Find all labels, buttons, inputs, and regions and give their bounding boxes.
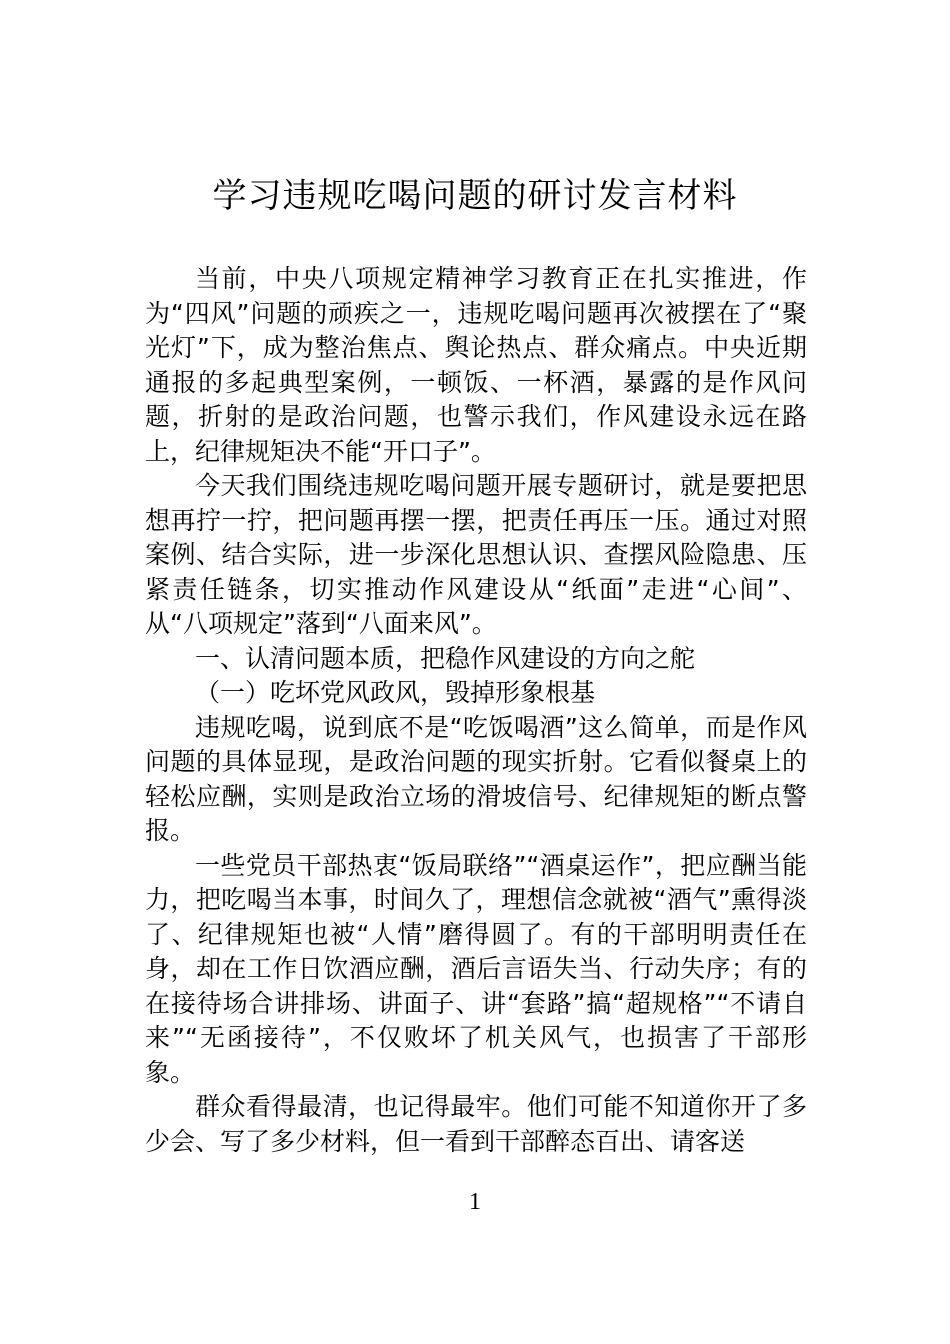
paragraph-essence: 违规吃喝，说到底不是“吃饭喝酒”这么简单，而是作风问题的具体显现，是政治问题的现实折射。它看似餐桌上的轻松应酬，实则是政治立场的滑坡信号、纪律规矩的断点警报。 [145,712,807,845]
section-heading-1: 一、认清问题本质，把稳作风建设的方向之舵 [195,643,696,673]
paragraph-intro: 当前，中央八项规定精神学习教育正在扎实推进，作为“四风”问题的顽疾之一，违规吃喝问题再次被摆在了“聚光灯”下，成为整治焦点、舆论热点、群众痛点。中央近期通报的多起典型案例，一顿饭、一杯酒，暴露的是作风问题，折射的是政治问题，也警示我们，作风建设永远在路上，纪律规矩决不能“开口子”。 [145,264,807,466]
subsection-heading-1-1: （一）吃坏党风政风，毁掉形象根基 [195,678,596,707]
paragraph-examples: 一些党员干部热衷“饭局联络”“酒桌运作”，把应酬当能力，把吃喝当本事，时间久了，理想信念就被“酒气”熏得淡了、纪律规矩也被“人情”磨得圆了。有的干部明明责任在身，却在工作日饮酒应酬，酒后言语失当、行动失序；有的在接待场合讲排场、讲面子、讲“套路”搞“超规格”“不请自来”“无函接待”，不仅败坏了机关风气，也损害了干部形象。 [145,850,807,1087]
paragraph-purpose: 今天我们围绕违规吃喝问题开展专题研讨，就是要把思想再拧一拧，把问题再摆一摆，把责任再压一压。通过对照案例、结合实际，进一步深化思想认识、查摆风险隐患、压紧责任链条，切实推动作风建设从“纸面”走进“心间”、从“八项规定”落到“八面来风”。 [145,471,807,638]
paragraph-masses: 群众看得最清，也记得最牢。他们可能不知道你开了多少会、写了多少材料，但一看到干部醉态百出、请客送 [145,1092,807,1156]
page-number: 1 [469,1189,481,1215]
document-body [145,262,807,1159]
document-title: 学习违规吃喝问题的研讨发言材料 [212,176,738,216]
